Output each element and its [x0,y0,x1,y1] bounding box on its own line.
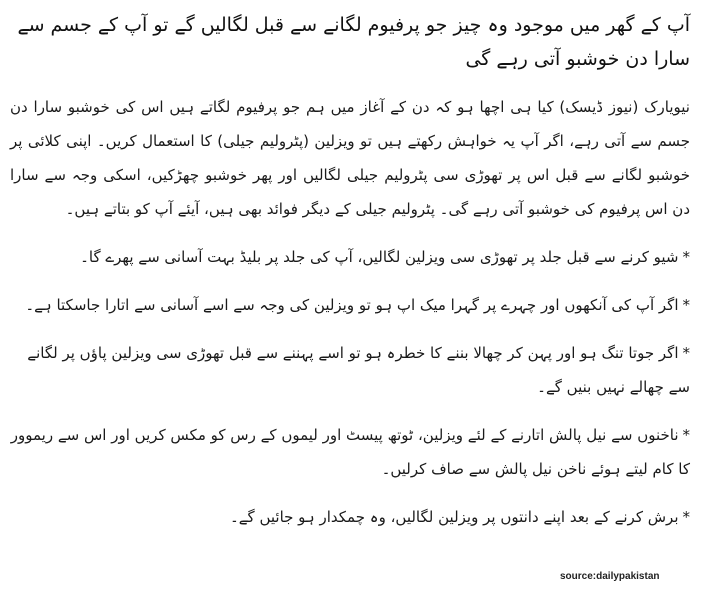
list-item [10,288,690,322]
bullet-marker: * [682,248,690,266]
list-item [10,240,690,274]
source-credit: source:dailypakistan [560,571,660,582]
tip-text: برش کرنے کے بعد اپنے دانتوں پر ویزلین لگالیں، وہ چمکدار ہو جائیں گے۔ [229,508,679,526]
article [10,8,690,548]
tip-text: شیو کرنے سے قبل جلد پر تھوڑی سی ویزلین لگالیں، آپ کی جلد پر بلیڈ بہت آسانی سے پھرے گا۔ [80,248,679,266]
bullet-marker: * [682,508,690,526]
tip-text: اگر آپ کی آنکھوں اور چہرے پر گہرا میک اپ ہو تو ویزلین کی وجہ سے اسے آسانی سے اتارا جاسکتا ہے۔ [25,296,679,314]
tip-text: اگر جوتا تنگ ہو اور پہن کر چھالا بننے کا خطرہ ہو تو اسے پہننے سے قبل تھوڑی سی ویزلین پاؤں پر لگانے سے چھالے نہیں بنیں گے۔ [27,344,690,396]
article-headline: آپ کے گھر میں موجود وہ چیز جو پرفیوم لگانے سے قبل لگالیں گے تو آپ کے جسم سے سارا دن خوشبو آتی رہے گی [17,14,690,70]
article-intro: نیویارک (نیوز ڈیسک) کیا ہی اچھا ہو کہ دن کے آغاز میں ہم جو پرفیوم لگاتے ہیں اس کی خوشبو سارا دن جسم سے آتی رہے، اگر آپ یہ خواہش رکھتے ہیں تو ویزلین (پٹرولیم جیلی) کا استعمال کریں۔ اپنی کلائی پر خوشبو لگانے سے قبل اس پر تھوڑی سی پٹرولیم جیلی لگالیں اور پھر خوشبو چھڑکیں، اسکی وجہ سے سارا دن اس پرفیوم کی خوشبو آتی رہے گی۔ پٹرولیم جیلی کے دیگر فوائد بھی ہیں، آیئے آپ کو بتاتے ہیں۔ [10,98,690,218]
list-item [10,418,690,486]
tips-list [10,240,690,534]
list-item [10,500,690,534]
list-item [10,336,690,404]
bullet-marker: * [682,426,690,444]
tip-text: ناخنوں سے نیل پالش اتارنے کے لئے ویزلین، ٹوتھ پیسٹ اور لیموں کے رس کو مکس کریں اور اس سے ریموور کا کام لیتے ہوئے ناخن نیل پالش سے صاف کرلیں۔ [10,426,690,478]
bullet-marker: * [682,296,690,314]
bullet-marker: * [682,344,690,362]
